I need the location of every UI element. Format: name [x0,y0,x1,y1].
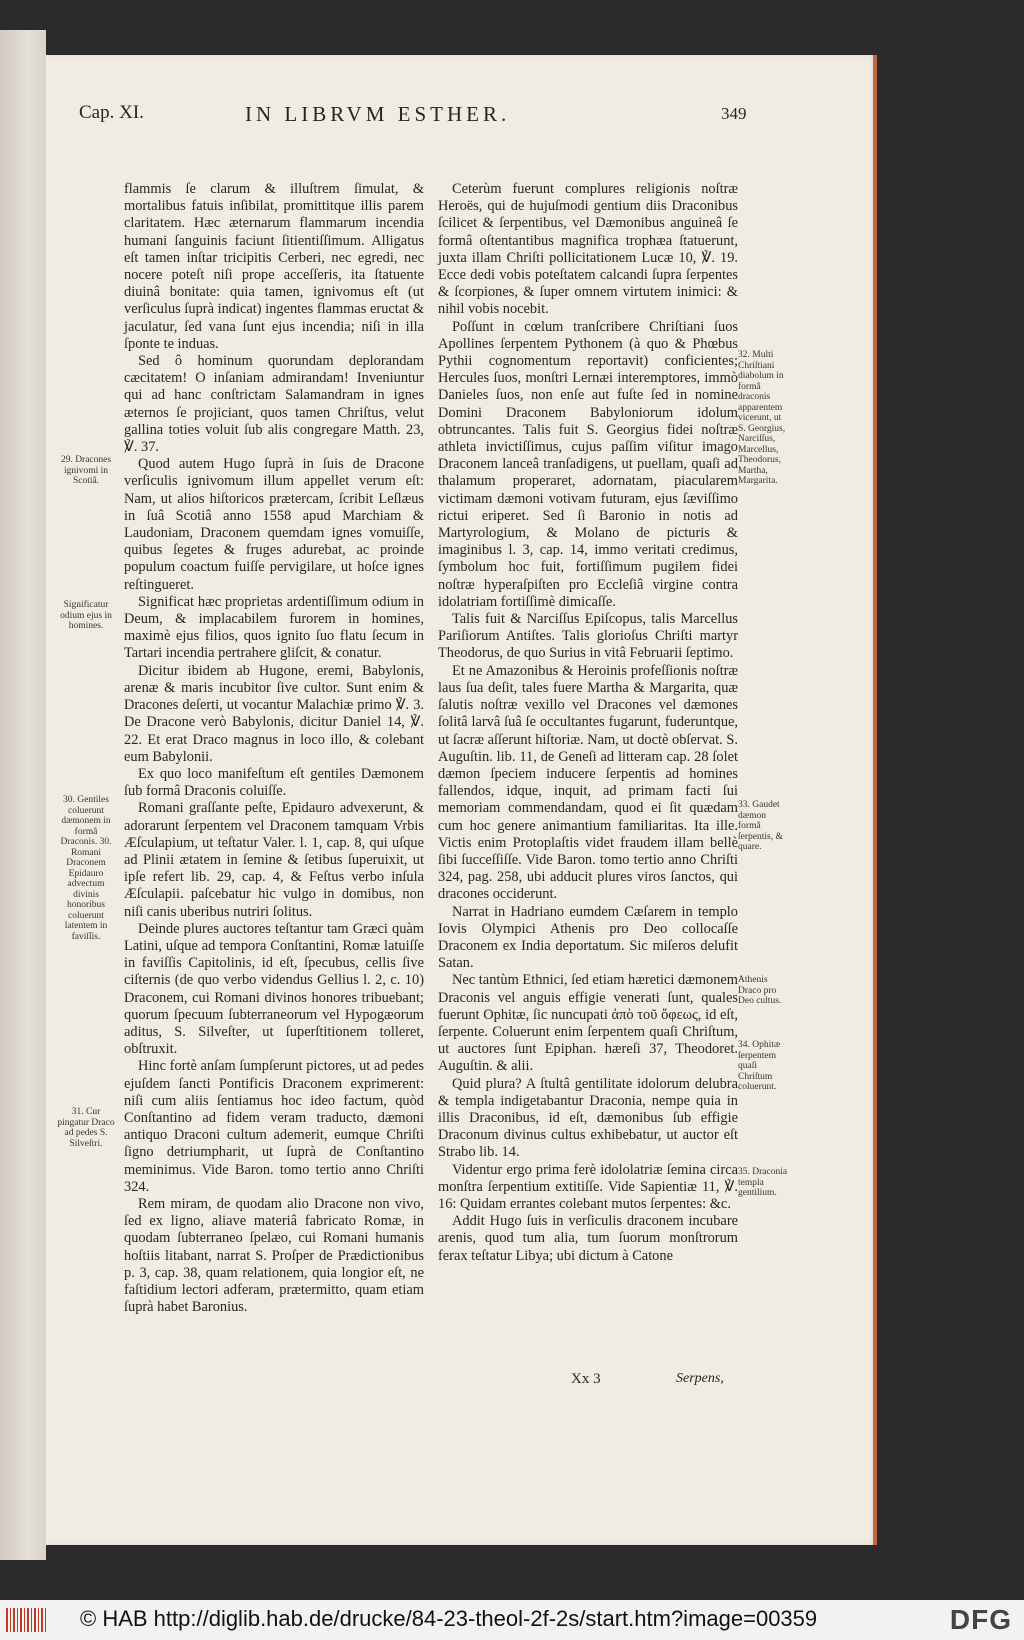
paragraph: Significat hæc proprietas ardentiſſimum odium in Deum, & implacabilem furorem in homines, maximè ejus filios, quos ignito ſuo flatu ſecum in Tartari incendia pertrahere gliſcit, & conatur. [124,593,424,662]
paragraph: Sed ô hominum quorundam deplorandam cæcitatem! O inſaniam admirandam! Inveniuntur qui ad hanc conſtrictam Salamandram in ignes æternos ſe projiciant, quos tamen Chriſtus, velut gallina toties voluit ſub alis congregare Matth. 23, ℣. 37. [124,353,424,456]
page-edge-red [873,55,877,1545]
page-header [79,102,747,132]
paragraph: Romani graſſante peſte, Epidauro advexerunt, & adorarunt ſerpentem vel Draconem tamquam Vrbis Æſculapium, ut teſtatur Valer. l. 1, cap. 8, qui uſque ad Plinii ætatem in ſemine & ſetibus ſuperuixit, ut ipſe refert lib. 29, cap. 4, & Feſtus verbo inſula Æſculapii. paſcebatur hic vulgo in domibus, non niſi canis uberibus nutriri ſolitus. [124,800,424,920]
paragraph: Rem miram, de quodam alio Dracone non vivo, ſed ex ligno, aliave materiâ fabricato Romæ, in quodam ſubterraneo ſpelæo, cui Romani humanis hoſtiis litabant, narrat S. Proſper de Prædictionibus p. 3, cap. 38, quam relationem, quia longior eſt, ne faſtidium lectori adferam, prætermitto, quam etiam ſuprà habet Baronius. [124,1195,424,1316]
catchword: Serpens, [676,1371,724,1386]
paragraph: Deinde plures auctores teſtantur tam Græci quàm Latini, uſque ad tempora Conſtantini, Romæ latuiſſe in faviſſis Capitolinis, id eſt, ſpecubus, cellis ſive ciſternis (de quo verbo videndus Gellius l. 2, c. 10) Draconem, cui Romani divinos honores tribuebant; quorum ſpecuum ſubterraneorum vel Hypogæorum aditus, S. Silveſter, ut ſuperſtitionem tolleret, obſtruxit. [124,920,424,1058]
paragraph: Hinc fortè anſam ſumpſerunt pictores, ut ad pedes ejuſdem ſancti Pontificis Draconem exprimerent: niſi cum aliis ſentiamus hoc ideo factum, quòd Conſtantino ad fidem veram traducto, dæmoni antiquo Draconi cultum ademerit, eumque Chriſti ſigno detriumpharit, ut ſuprà de Conſtantino meminimus. Vide Baron. tomo tertio anno Chriſti 324. [124,1058,424,1195]
paragraph: Ex quo loco manifeſtum eſt gentiles Dæmonem ſub formâ Draconis coluiſſe. [124,765,424,800]
left-text-column [124,181,424,1316]
margin-note-left: 31. Cur pingatur Draco ad pedes S. Silveſtri. [57,1107,115,1149]
paragraph: Videntur ergo prima ferè idololatriæ ſemina circa monſtra ſerpentium extitiſſe. Vide Sapientiæ 11, ℣. 16: Quidam errantes colebant mutos ſerpentes: &c. [438,1161,738,1212]
paragraph: Quod autem Hugo ſuprà in ſuis de Dracone verſiculis ignivomum illum appellet verum eſt: Nam, ut alios hiſtoricos prætercam, ſcribit Leſlæus in ſuâ Scotiâ anno 1558 apud Marchiam & Laudoniam, Draconem quemdam ignes vomuiſſe, quibus ſegetes & fruges adurebat, ac proinde populum coactum fuiſſe pervigilare, ut hoſce ignes reſtingueret. [124,456,424,593]
facing-page-edge [0,30,46,1560]
signature-mark: Xx 3 [571,1371,601,1387]
chapter-label: Cap. XI. [79,102,144,123]
page-number: 349 [721,104,747,123]
margin-note-right: Athenis Draco pro Deo cultus. [738,975,782,1006]
paragraph: Quid plura? A ſtultâ gentilitate idolorum delubra & templa indigetabantur Draconia, nempe quia in illis Draconibus, id eſt, dæmonibus ſub effigie Draconum divinus cultus exhibebatur, ut auctor eſt Strabo lib. 14. [438,1075,738,1161]
paragraph: flammis ſe clarum & illuſtrem ſimulat, & mortalibus fatuis inſibilat, promittitque illis parem claritatem. Hæc æternarum flammarum incendia humani ſanguinis faciunt ſitientiſſimum. Alligatus eſt tamen inſtar tricipitis Cerberi, nec egredi, nec nocere poteſt niſi prope acceſſeris, ita ſtatuente diuinâ bonitate: quia tamen, ignivomus eſt (ut verſiculus ſuprà indicat) ingentes flammas eructat & jaculatur, ſed vana ſunt ejus incendia; niſi in illa ſponte te induas. [124,181,424,352]
paragraph: Et ne Amazonibus & Heroinis profeſſionis noſtræ laus ſua deſit, tales fuere Martha & Margarita, quæ ſalutis noſtræ vexillo vel Dracones vel dæmones ſolitâ larvâ ſuâ ſe occultantes fugarunt, fuderuntque, ut ſacræ aſſerunt hiſtoriæ. Nam, ut doctè obſervat. S. Auguſtin. lib. 11, de Geneſi ad litteram cap. 28 ſolet dæmon ſpeciem inducere ſerpentis ad homines fallendos, idque, inquit, ad primam facti ſui memoriam commendandam, quod ei ſit quædam cum hoc genere animantium familiaritas. Ita ille. Victis enim Protoplaſtis videt fraudem illam bellè ſibi ſucceſſiſſe. Vide Baron. tomo tertio anno Chriſti 324, pag. 258, ubi adducit plures viros ſanctos, qui dracones occiderunt. [438,662,738,903]
source-credit-link[interactable]: © HAB http://diglib.hab.de/drucke/84-23-theol-2f-2s/start.htm?image=00359 [80,1606,818,1631]
margin-note-right: 34. Ophitæ ſerpentem quaſi Chriſtum coluerunt. [738,1040,781,1092]
paragraph: Narrat in Hadriano eumdem Cæſarem in templo Iovis Olympici Athenis pro Deo collocaſſe Draconem ex India deportatum. Sic miſeros delufit Satan. [438,903,738,972]
margin-note-left: 30. Gentiles coluerunt dæmonem in formâ Draconis. 30. Romani Draconem Epidauro advectum divinis honoribus coluerunt latentem in faviſſis. [60,795,112,942]
paragraph: Poſſunt in cœlum tranſcribere Chriſtiani ſuos Apollines ſerpentem Pythonem (à quo & Phœbus Pythii cognomentum reportavit) conficientes; Hercules ſuos, monſtri Lernæi interemptores, immò Danieles ſuos, non enſe aut fuſte ſed in nomine Domini Draconem Babyloniorum idolum obtruncantes. Talis fuit S. Georgius fidei noſtræ athleta invictiſſimus, cujus paſſim viſitur imago Draconem lanceâ tranſadigens, ut puellam, quaſi ad thalamum properaret, adornatam, piacularem victimam dæmoni votivam futuram, ejus ſæviſſimo rictui eriperet. Sed ſi Baronio in notis ad Martyrologium, & Molano de picturis & imaginibus l. 3, cap. 14, immo veritati credimus, ſymbolum hoc fuit, fortiſſimum pugilem fidei noſtræ hyperaſpiſten pro Eccleſiâ virgine contra idolatriam fortiſſimè dimicaſſe. [438,318,738,610]
paragraph: Nec tantùm Ethnici, ſed etiam hæretici dæmonem Draconis vel anguis effigie venerati ſunt, quales fuerunt Ophitæ, ſic nuncupati ἀπὸ τοῦ ὄφεως, id eſt, ſerpente. Coluerunt enim ſerpentem quaſi Chriſtum, ut auctores ſunt Epiphan. hæreſi 37, Theodoret. Auguſtin. & alii. [438,972,738,1075]
right-text-column [438,181,738,1265]
margin-note-right: 32. Multi Chriſtiani diabolum in formâ draconis apparentem vicerunt, ut S. Georgius, Narciſſus, Marcellus, Theodorus, Martha, Margarita. [738,350,786,486]
margin-note-left: Significatur odium ejus in homines. [60,600,112,631]
paragraph: Dicitur ibidem ab Hugone, eremi, Babylonis, arenæ & maris incubitor ſive cultor. Sunt enim & Dracones deſerti, ut vocantur Malachiæ primo ℣. 3. De Dracone verò Babylonis, dicitur Daniel 14, ℣. 22. Et erat Draco magnus in loco illo, & colebant eum Babylonii. [124,662,424,765]
paragraph: Ceterùm fuerunt complures religionis noſtræ Heroës, qui de hujuſmodi gentium diis Draconibus ſcilicet & ſerpentibus, vel Dæmonibus anguineâ ſe formâ oſtentantibus magnifica trophæa ſtatuerunt, juxta illam Chriſti pollicitationem Lucæ 10, ℣. 19. Ecce dedi vobis poteſtatem calcandi ſupra ſerpentes & ſcorpiones, & ſuper omnem virtutem inimici: & nihil vobis nocebit. [438,181,738,318]
viewer-footer-bar [0,1600,1024,1640]
running-title: IN LIBRVM ESTHER. [245,102,511,126]
barcode-icon [6,1608,46,1632]
margin-note-left: 29. Dracones ignivomi in Scotiâ. [60,455,112,486]
margin-note-right: 35. Draconia templa gentilium. [738,1167,788,1198]
paragraph: Talis fuit & Narciſſus Epiſcopus, talis Marcellus Pariſiorum Antiſtes. Talis glorioſus Chriſti martyr Theodorus, de quo Surius in vitâ Februarii ſeptimo. [438,611,738,662]
margin-note-right: 33. Gaudet dæmon formâ ſerpentis, & quare. [738,800,783,852]
paragraph: Addit Hugo ſuis in verſiculis draconem incubare arenis, quod tum alia, tum ſuorum monſtrorum ferax teſtatur Libya; ubi dictum à Catone [438,1213,738,1264]
dfg-logo: DFG [949,1604,1012,1635]
